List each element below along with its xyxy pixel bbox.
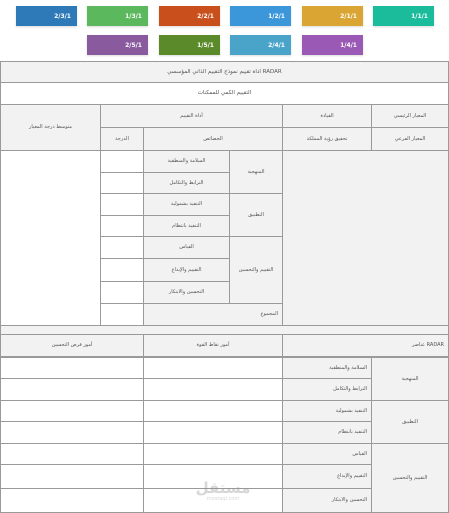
tab-button-1-3-1[interactable]: 1/3/1 <box>87 6 148 26</box>
opportunity-systematic-input[interactable] <box>0 400 144 422</box>
group-deployment: التطبيق <box>229 193 283 237</box>
opportunity-improvement-input[interactable] <box>0 488 144 513</box>
strength-measurement-input[interactable] <box>143 443 283 465</box>
tab-button-2-1-1[interactable]: 2/1/1 <box>302 6 363 26</box>
t2-group-deployment: التطبيق <box>371 400 449 444</box>
score-learning-input[interactable] <box>100 258 144 282</box>
t2-item-structured: التنفيذ بانتظام <box>282 421 372 444</box>
opportunity-measurement-input[interactable] <box>0 443 144 465</box>
strength-soundness-input[interactable] <box>143 357 283 379</box>
header-leadership: القيادة <box>282 104 372 128</box>
opportunity-integration-input[interactable] <box>0 378 144 401</box>
total-label: المجموع <box>143 303 283 326</box>
t2-item-systematic: التنفيذ بشمولية <box>282 400 372 422</box>
item-improvement: التحسين والابتكار <box>143 281 230 304</box>
strength-learning-input[interactable] <box>143 464 283 489</box>
score-systematic-input[interactable] <box>100 193 144 216</box>
t2-item-measurement: القياس <box>282 443 372 465</box>
header-radar-elements: عناصر RADAR <box>282 334 449 357</box>
assessment-title: اداة تقييم نموذج التقييم الذاتي المؤسسي RADAR <box>0 61 449 83</box>
tab-button-2-2-1[interactable]: 2/2/1 <box>159 6 220 26</box>
header-properties: الخصائص <box>143 127 283 151</box>
strength-integration-input[interactable] <box>143 378 283 401</box>
watermark-url: mostaql.com <box>206 496 240 502</box>
opportunity-soundness-input[interactable] <box>0 357 144 379</box>
item-soundness: السلامة والمنطقية <box>143 150 230 173</box>
item-integration: الترابط والتكامل <box>143 172 230 194</box>
main-criterion-area <box>282 150 449 326</box>
tab-button-2-5-1[interactable]: 2/5/1 <box>87 35 148 55</box>
tab-button-1-4-1[interactable]: 1/4/1 <box>302 35 363 55</box>
header-opportunities: أمور فرص التحسين <box>0 334 144 357</box>
assessment-subtitle: التقييم الكمي للممكنات <box>0 82 449 105</box>
tab-button-1-2-1[interactable]: 1/2/1 <box>230 6 291 26</box>
strength-improvement-input[interactable] <box>143 488 283 513</box>
item-learning: التقييم والإبداع <box>143 258 230 282</box>
group-approach: المنهجية <box>229 150 283 194</box>
group-assessment: التقييم والتحسين <box>229 236 283 304</box>
score-soundness-input[interactable] <box>100 150 144 173</box>
tab-button-2-3-1[interactable]: 2/3/1 <box>16 6 77 26</box>
score-measurement-input[interactable] <box>100 236 144 259</box>
watermark-logo: مستقل <box>195 479 251 497</box>
header-sub-criterion: المعيار الفرعي <box>371 127 449 151</box>
score-integration-input[interactable] <box>100 172 144 194</box>
header-main-criterion: المعيار الرئيسي <box>371 104 449 128</box>
criterion-average-value <box>0 150 101 326</box>
opportunity-learning-input[interactable] <box>0 464 144 489</box>
t2-group-approach: المنهجية <box>371 357 449 401</box>
header-vision: تحقيق رؤية المملكة <box>282 127 372 151</box>
score-total-value <box>100 303 144 326</box>
item-systematic: التنفيذ بشمولية <box>143 193 230 216</box>
opportunity-structured-input[interactable] <box>0 421 144 444</box>
tab-button-2-4-1[interactable]: 2/4/1 <box>230 35 291 55</box>
tab-button-1-5-1[interactable]: 1/5/1 <box>159 35 220 55</box>
item-structured: التنفيذ بانتظام <box>143 215 230 237</box>
header-assessment-tool: أداة التقييم <box>100 104 283 128</box>
item-measurement: القياس <box>143 236 230 259</box>
t2-item-integration: الترابط والتكامل <box>282 378 372 401</box>
t2-item-learning: التقييم والإبداع <box>282 464 372 489</box>
tab-button-1-1-1[interactable]: 1/1/1 <box>373 6 434 26</box>
t2-item-soundness: السلامة والمنطقية <box>282 357 372 379</box>
strength-structured-input[interactable] <box>143 421 283 444</box>
t2-item-improvement: التحسين والابتكار <box>282 488 372 513</box>
strength-systematic-input[interactable] <box>143 400 283 422</box>
score-structured-input[interactable] <box>100 215 144 237</box>
score-improvement-input[interactable] <box>100 281 144 304</box>
header-criterion-average: متوسط درجة المعيار <box>0 104 101 151</box>
header-score: الدرجة <box>100 127 144 151</box>
header-strengths: أمور نقاط القوة <box>143 334 283 357</box>
t2-group-assessment: التقييم والتحسين <box>371 443 449 513</box>
